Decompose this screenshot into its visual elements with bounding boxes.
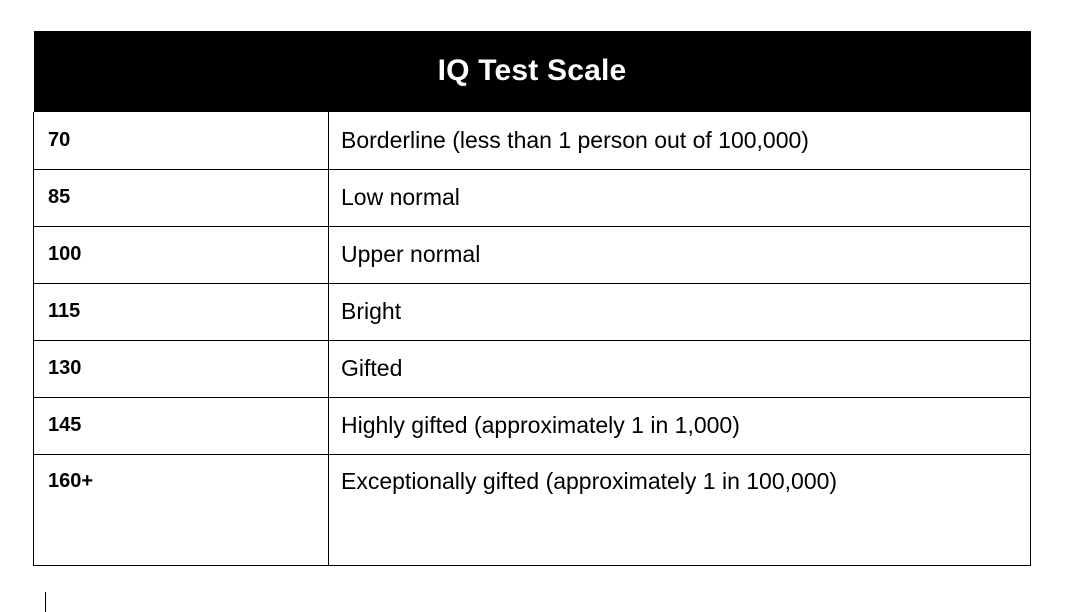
iq-test-scale-table-container (33, 31, 1030, 566)
score-cell: 160+ (34, 454, 329, 565)
table-row (34, 454, 1031, 565)
description-cell: Upper normal (329, 226, 1031, 283)
table-row (34, 226, 1031, 283)
score-cell: 115 (34, 283, 329, 340)
table-row (34, 340, 1031, 397)
table-row (34, 112, 1031, 169)
description-cell: Exceptionally gifted (approximately 1 in 100,000) (329, 454, 1031, 565)
table-title: IQ Test Scale (34, 31, 1031, 112)
table-row (34, 169, 1031, 226)
table-title-row (34, 31, 1031, 112)
score-cell: 130 (34, 340, 329, 397)
iq-test-scale-table (33, 31, 1031, 566)
score-cell: 85 (34, 169, 329, 226)
description-cell: Bright (329, 283, 1031, 340)
table-row (34, 397, 1031, 454)
description-cell: Borderline (less than 1 person out of 100,000) (329, 112, 1031, 169)
description-cell: Highly gifted (approximately 1 in 1,000) (329, 397, 1031, 454)
description-cell: Gifted (329, 340, 1031, 397)
table-row (34, 283, 1031, 340)
score-cell: 100 (34, 226, 329, 283)
description-cell: Low normal (329, 169, 1031, 226)
page-margin-marker (45, 592, 46, 612)
score-cell: 70 (34, 112, 329, 169)
score-cell: 145 (34, 397, 329, 454)
